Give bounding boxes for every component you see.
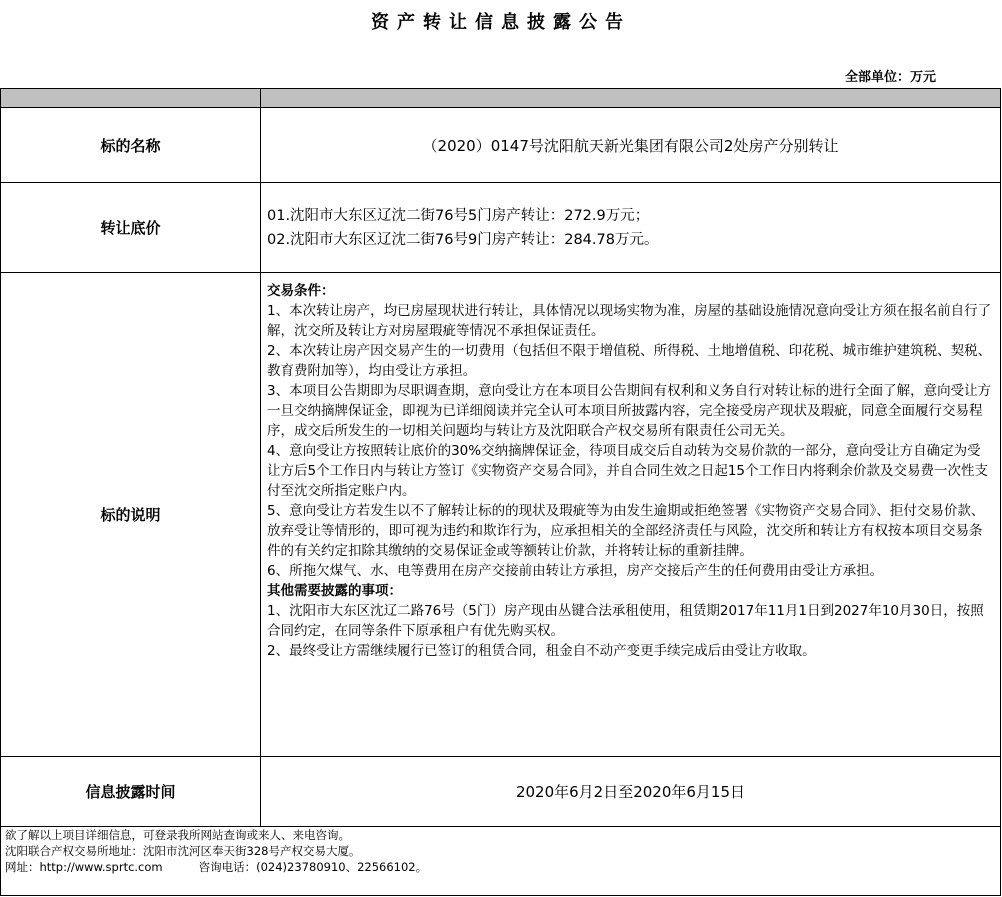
trade-conditions-heading: 交易条件：: [267, 283, 335, 299]
row-disclosure-time: [1, 757, 1001, 827]
disclosure-item: 2、最终受让方需继续履行已签订的租赁合同，租金自不动产变更手续完成后由受让方收取。: [267, 643, 816, 659]
disclosure-time-value: 2020年6月2日至2020年6月15日: [261, 757, 1001, 827]
reserve-price-value: [261, 183, 1001, 273]
reserve-price-label: 转让底价: [1, 183, 261, 273]
condition-item: 4、意向受让方按照转让底价的30%交纳摘牌保证金，待项目成交后自动转为交易价款的一部分，意向受让方自确定为受让方后5个工作日内与转让方签订《实物资产交易合同》，并自合同生效之日起15个工作日内将剩余价款及交易费一次性支付至沈交所指定账户内。: [267, 443, 989, 499]
price-line-2: 02.沈阳市大东区辽沈二街76号9门房产转让：284.78万元。: [267, 231, 659, 248]
footer: [0, 826, 1001, 896]
row-reserve-price: [1, 183, 1001, 273]
disclosure-item: 1、沈阳市大东区沈辽二路76号（5门）房产现由丛键合法承租使用，租赁期2017年11月1日到2027年10月30日，按照合同约定，在同等条件下原承租户有优先购买权。: [267, 603, 984, 639]
footer-phone: 咨询电话：(024)23780910、22566102。: [198, 860, 428, 874]
footer-inquiry: 欲了解以上项目详细信息，可登录我所网站查询或来人、来电咨询。: [5, 828, 350, 842]
header-bar: [1, 89, 1001, 108]
condition-item: 2、本次转让房产因交易产生的一切费用（包括但不限于增值税、所得税、土地增值税、印花税、城市维护建筑税、契税、教育费附加等），均由受让方承担。: [267, 343, 992, 379]
row-target-name: [1, 108, 1001, 183]
target-name-label: 标的名称: [1, 108, 261, 183]
description-label: 标的说明: [1, 273, 261, 757]
price-line-1: 01.沈阳市大东区辽沈二街76号5门房产转让：272.9万元；: [267, 207, 650, 224]
row-description: [1, 273, 1001, 757]
condition-item: 6、所拖欠煤气、水、电等费用在房产交接前由转让方承担，房产交接后产生的任何费用由受让方承担。: [267, 563, 884, 579]
disclosure-table: [0, 88, 1001, 827]
page-title: 资产转让信息披露公告: [371, 12, 631, 33]
description-value: [261, 273, 1001, 757]
condition-item: 5、意向受让方若发生以不了解转让标的的现状及瑕疵等为由发生逾期或拒绝签署《实物资产交易合同》、拒付交易价款、放弃受让等情形的，即可视为违约和欺诈行为，应承担相关的全部经济责任与风险，沈交所和转让方有权按本项目交易条件的有关约定扣除其缴纳的交易保证金或等额转让价款，并将转让标的重新挂牌。: [267, 503, 985, 559]
target-name-value: （2020）0147号沈阳航天新光集团有限公司2处房产分别转让: [261, 108, 1001, 183]
unit-note: 全部单位：万元: [844, 70, 936, 85]
disclosure-time-label: 信息披露时间: [1, 757, 261, 827]
condition-item: 1、本次转让房产，均已房屋现状进行转让，具体情况以现场实物为准，房屋的基础设施情况意向受让方须在报名前自行了解，沈交所及转让方对房屋瑕疵等情况不承担保证责任。: [267, 303, 992, 339]
condition-item: 3、本项目公告期即为尽职调查期，意向受让方在本项目公告期间有权利和义务自行对转让标的进行全面了解，意向受让方一旦交纳摘牌保证金，即视为已详细阅读并完全认可本项目所披露内容，完全接受房产现状及瑕疵，同意全面履行交易程序，成交后所发生的一切相关问题均与转让方及沈阳联合产权交易所有限责任公司无关。: [267, 383, 992, 439]
footer-website[interactable]: 网址：http://www.sprtc.com: [5, 860, 163, 874]
footer-address: 沈阳联合产权交易所地址：沈阳市沈河区奉天街328号产权交易大厦。: [5, 844, 361, 858]
footer-contact: [5, 859, 1000, 875]
other-disclosures-heading: 其他需要披露的事项：: [267, 583, 402, 599]
